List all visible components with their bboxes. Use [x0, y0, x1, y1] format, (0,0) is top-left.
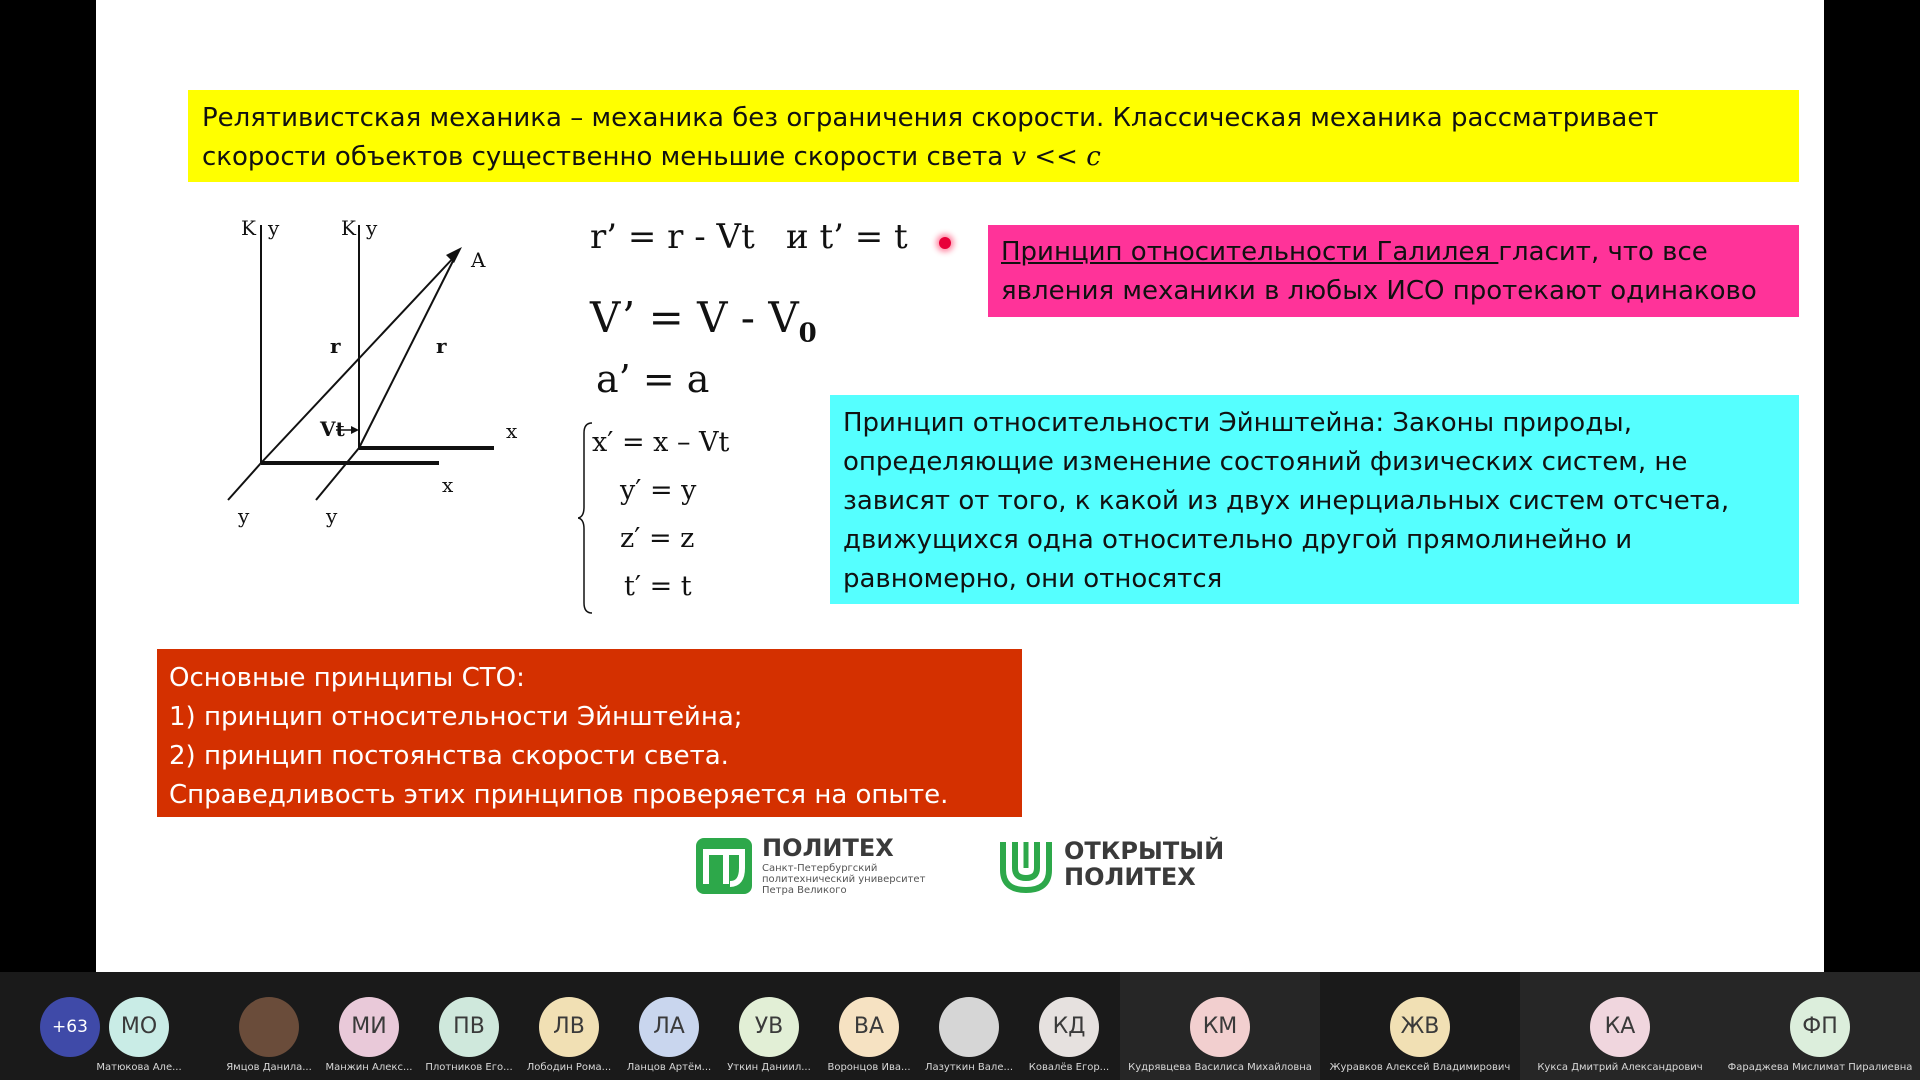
galileo-title: Принцип относительности Галилея	[1001, 237, 1499, 267]
laser-pointer	[939, 237, 951, 249]
open-politech-logo-icon	[999, 838, 1053, 894]
politech-logo-subtitle	[762, 863, 925, 896]
participant-name: Воронцов Ива...	[827, 1062, 911, 1073]
sto-line-1: Основные принципы СТО:	[169, 663, 525, 693]
participant-tile[interactable]	[519, 972, 619, 1080]
label-y-bottom2: y	[326, 504, 338, 528]
participant-tile[interactable]	[619, 972, 719, 1080]
galileo-principle-box	[988, 225, 1799, 317]
participant-name: Фараджева Мислимат Пиралиевна	[1727, 1062, 1913, 1073]
participant-name: Матюкова Але...	[96, 1062, 182, 1073]
system-x: x′ = x – Vt	[592, 427, 730, 458]
participant-tile[interactable]	[1320, 972, 1520, 1080]
reference-frame-diagram	[156, 205, 576, 535]
system-y: y′ = y	[620, 475, 697, 506]
participant-avatar: КД	[1039, 997, 1099, 1057]
participant-tile[interactable]	[1720, 972, 1920, 1080]
formula-r: r’ = r - Vt	[590, 217, 755, 257]
participant-avatar	[939, 997, 999, 1057]
participant-name: Лазуткин Вале...	[924, 1062, 1014, 1073]
label-A: A	[471, 248, 486, 272]
participant-tile[interactable]	[819, 972, 919, 1080]
presentation-slide	[96, 0, 1824, 972]
participant-avatar: ПВ	[439, 997, 499, 1057]
participant-avatar: КА	[1590, 997, 1650, 1057]
participant-name: Лободин Рома...	[526, 1062, 612, 1073]
participant-tile[interactable]	[319, 972, 419, 1080]
politech-sub-2: политехнический университет	[762, 874, 926, 885]
participant-avatar: ЛВ	[539, 997, 599, 1057]
label-r: r	[330, 334, 341, 358]
formula-v-main: V’ = V - V	[590, 293, 799, 342]
participants-strip	[0, 972, 1920, 1080]
participant-tile[interactable]	[419, 972, 519, 1080]
politech-sub-3: Петра Великого	[762, 885, 847, 896]
participant-name: Манжин Алекс...	[325, 1062, 413, 1073]
label-K2: K	[341, 216, 356, 240]
system-t: t′ = t	[624, 571, 692, 602]
participant-tile[interactable]	[1019, 972, 1119, 1080]
galileo-text: гласит, что все явления механики в любых ИСО протекают одинаково	[1001, 237, 1757, 306]
logos	[696, 832, 1256, 900]
label-Vt: Vt	[320, 417, 345, 441]
participant-name: Журавков Алексей Владимирович	[1329, 1062, 1511, 1073]
label-K: K	[241, 216, 256, 240]
label-y-bottom: y	[238, 504, 250, 528]
participant-avatar: МО	[109, 997, 169, 1057]
participant-avatar: ЛА	[639, 997, 699, 1057]
participant-avatar: УВ	[739, 997, 799, 1057]
more-participants-button[interactable]: +63	[40, 997, 100, 1057]
politech-sub-1: Санкт-Петербургский	[762, 863, 878, 874]
participant-avatar: ФП	[1790, 997, 1850, 1057]
axis-z-K	[228, 463, 261, 500]
politech-logo-icon	[696, 838, 752, 894]
sto-principles-box	[157, 649, 1022, 817]
intro-formula: v << c	[1011, 142, 1101, 172]
open-politech-logo-text	[1064, 838, 1224, 890]
open-politech-line-1: ОТКРЫТЫЙ	[1064, 837, 1225, 865]
label-y2: y	[366, 216, 378, 240]
intro-box	[188, 90, 1799, 182]
label-x: x	[442, 473, 454, 497]
participant-avatar: МИ	[339, 997, 399, 1057]
formula-a: a’ = a	[596, 357, 710, 401]
participant-tile[interactable]	[89, 972, 189, 1080]
participant-tile[interactable]	[1520, 972, 1720, 1080]
participant-name: Плотников Его...	[425, 1062, 513, 1073]
participant-tile[interactable]	[719, 972, 819, 1080]
participant-name: Ланцов Артём...	[626, 1062, 712, 1073]
label-r2: r	[436, 334, 447, 358]
sto-line-3: 2) принцип постоянства скорости света.	[169, 741, 729, 771]
label-x2: x	[506, 419, 518, 443]
einstein-principle-box	[830, 395, 1799, 604]
participant-avatar: ЖВ	[1390, 997, 1450, 1057]
formula-t: и t’ = t	[786, 217, 908, 257]
politech-logo-title: ПОЛИТЕХ	[762, 834, 894, 862]
participant-avatar: КМ	[1190, 997, 1250, 1057]
arrowhead-Vt	[351, 426, 359, 434]
intro-text: Релятивистская механика – механика без ограничения скорости. Классическая механика рассматривает скорости объектов существенно меньшие скорости света	[202, 103, 1659, 172]
participant-name: Ковалёв Егор...	[1028, 1062, 1110, 1073]
participant-tile[interactable]	[1120, 972, 1320, 1080]
axis-z-K2	[316, 448, 359, 500]
open-politech-line-2: ПОЛИТЕХ	[1064, 863, 1196, 891]
participant-tile[interactable]	[219, 972, 319, 1080]
participant-name: Кукса Дмитрий Александрович	[1537, 1062, 1703, 1073]
einstein-text: Принцип относительности Эйнштейна: Законы природы, определяющие изменение состояний физических систем, не зависят от того, к какой из двух инерциальных систем отсчета, движущихся одна относительно другой прямолинейно и равномерно, они относятся	[843, 408, 1730, 594]
system-z: z′ = z	[620, 523, 695, 554]
sto-line-2: 1) принцип относительности Эйнштейна;	[169, 702, 743, 732]
label-y: y	[268, 216, 280, 240]
formula-v	[590, 293, 817, 348]
sto-line-4: Справедливость этих принципов проверяется на опыте.	[169, 780, 949, 810]
participant-tile[interactable]	[919, 972, 1019, 1080]
arrowhead-A	[446, 247, 462, 263]
participant-name: Уткин Даниил...	[727, 1062, 811, 1073]
formula-v-sub: 0	[798, 318, 817, 349]
participant-name: Кудрявцева Василиса Михайловна	[1128, 1062, 1312, 1073]
participant-avatar: ВА	[839, 997, 899, 1057]
participant-avatar	[239, 997, 299, 1057]
participant-name: Ямцов Данила...	[226, 1062, 312, 1073]
